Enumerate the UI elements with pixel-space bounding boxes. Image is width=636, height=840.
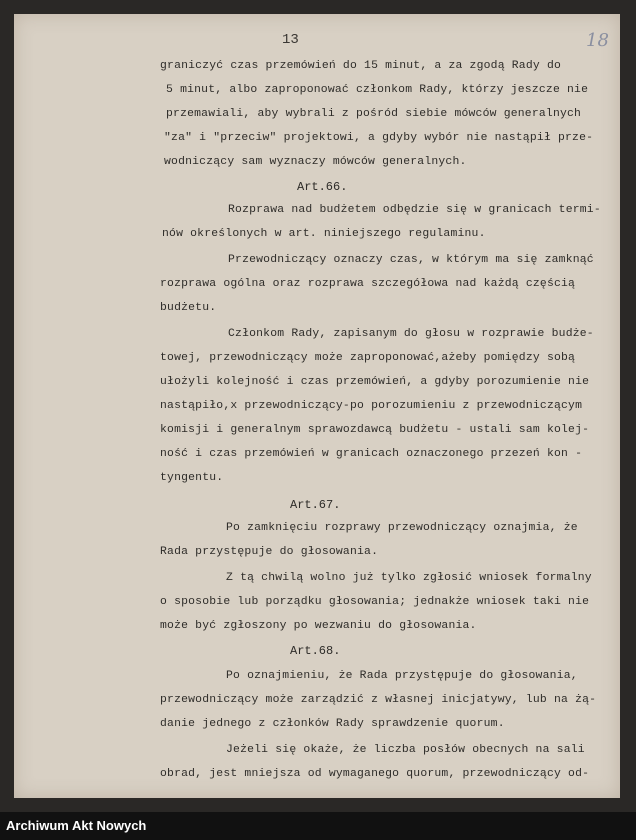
article-heading: Art.66. [297,180,348,194]
text-line: Rada przystępuje do głosowania. [160,546,379,558]
text-line: może być zgłoszony po wezwaniu do głosowania. [160,620,477,632]
text-line: Z tą chwilą wolno już tylko zgłosić wniosek formalny [226,572,592,584]
text-line: tyngentu. [160,472,224,484]
text-line: Przewodniczący oznaczy czas, w którym ma się zamknąć [228,254,594,266]
text-line: obrad, jest mniejsza od wymaganego quorum, przewodniczący od- [160,768,590,780]
text-line: graniczyć czas przemówień do 15 minut, a za zgodą Rady do [160,60,562,72]
text-line: Jeżeli się okaże, że liczba posłów obecnych na sali [226,744,585,756]
page-number: 13 [282,32,299,48]
text-line: budżetu. [160,302,217,314]
text-line: o sposobie lub porządku głosowania; jednakże wniosek taki nie [160,596,590,608]
archive-page-number: 18 [586,30,609,51]
text-line: towej, przewodniczący może zaproponować,ażeby pomiędzy sobą [160,352,576,364]
archive-footer [0,812,636,840]
text-line: wodniczący sam wyznaczy mówców generalnych. [164,156,467,168]
text-line: ność i czas przemówień w granicach oznaczonego przezeń kon - [160,448,583,460]
text-line: komisji i generalnym sprawozdawcą budżetu - ustali sam kolej- [160,424,590,436]
text-line: ułożyli kolejność i czas przemówień, a gdyby porozumienie nie [160,376,590,388]
text-line: "za" i "przeciw" projektowi, a gdyby wybór nie nastąpił prze- [164,132,594,144]
text-line: Członkom Rady, zapisanym do głosu w rozprawie budże- [228,328,594,340]
archive-label: Archiwum Akt Nowych [6,818,147,833]
article-heading: Art.68. [290,644,341,658]
text-line: 5 minut, albo zaproponować członkom Rady, którzy jeszcze nie [166,84,589,96]
document-page [14,14,620,798]
text-line: Po zamknięciu rozprawy przewodniczący oznajmia, że [226,522,578,534]
text-line: rozprawa ogólna oraz rozprawa szczegółowa nad każdą częścią [160,278,576,290]
text-line: Rozprawa nad budżetem odbędzie się w granicach termi- [228,204,601,216]
article-heading: Art.67. [290,498,341,512]
text-line: danie jednego z członków Rady sprawdzenie quorum. [160,718,505,730]
text-line: nastąpiło,x przewodniczący-po porozumieniu z przewodniczącym [160,400,583,412]
text-line: przemawiali, aby wybrali z pośród siebie mówców generalnych [166,108,582,120]
text-line: nów określonych w art. niniejszego regulaminu. [162,228,486,240]
text-line: Po oznajmieniu, że Rada przystępuje do głosowania, [226,670,578,682]
text-line: przewodniczący może zarządzić z własnej inicjatywy, lub na żą- [160,694,597,706]
